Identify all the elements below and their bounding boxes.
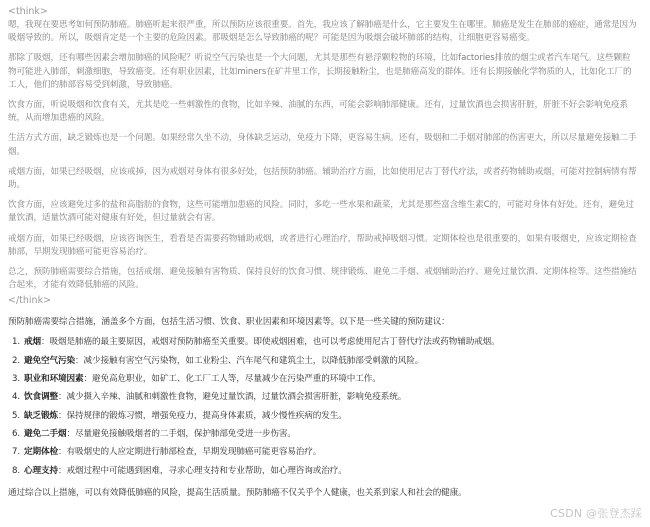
answer-conclusion: 通过综合以上措施，可以有效降低肺癌的风险，提高生活质量。预防肺癌不仅关乎个人健康，也关系到家人和社会的健康。: [8, 487, 467, 498]
item-number: 4.: [12, 392, 20, 403]
advice-item: [8, 428, 638, 441]
think-paragraph: 戒烟方面，如果已经吸烟，应该戒掉，因为戒烟对身体有很多好处，包括预防肺癌。辅助治疗方面，比如使用尼古丁替代疗法，或者药物辅助戒烟，可能对控制病情有帮助。: [8, 166, 637, 191]
think-paragraph: 生活方式方面，缺乏锻炼也是一个问题。如果经常久坐不动，身体缺乏运动，免疫力下降，更容易生病。还有，吸烟和二手烟对肺部的伤害更大，所以尽量避免接触二手烟。: [8, 133, 637, 157]
advice-item: [8, 355, 638, 368]
item-title: 定期体检: [24, 447, 58, 458]
advice-item: [8, 410, 638, 423]
think-close-tag: </think>: [8, 295, 52, 307]
item-number: 3.: [12, 374, 20, 385]
item-text: ：戒烟过程中可能遇到困难，寻求心理支持和专业帮助，如心理咨询或治疗。: [57, 465, 347, 476]
item-number: 8.: [12, 465, 20, 476]
item-text: ：吸烟是肺癌的最主要原因，戒烟对预防肺癌至关重要。即使戒烟困难，也可以考虑使用尼古丁替代疗法或药物辅助戒烟。: [41, 337, 500, 348]
item-text: ：减少摄入辛辣、油腻和刺激性食物，避免过量饮酒，过量饮酒会损害肝脏，影响免疫系统。: [57, 392, 407, 403]
answer-intro: 预防肺癌需要综合措施，涵盖多个方面，包括生活习惯、饮食、职业因素和环境因素等。以下是一些关键的预防建议：: [8, 317, 450, 328]
item-text: ：保持规律的锻炼习惯，增强免疫力，提高身体素质，减少慢性疾病的发生。: [57, 410, 347, 421]
advice-item: [8, 446, 638, 459]
item-title: 职业和环境因素: [24, 374, 84, 385]
item-text: ：减少接触有害空气污染物，如工业粉尘、汽车尾气和建筑尘土，以降低肺部受刺激的风险。: [74, 355, 424, 366]
advice-item: [8, 465, 638, 478]
think-paragraph: 饮食方面，听说吸烟和饮食有关，尤其是吃一些刺激性的食物，比如辛辣、油腻的东西，可能会影响肺部健康。还有，过量饮酒也会损害肝脏，肝脏不好会影响免疫系统，从而增加患癌的风险。: [8, 100, 629, 124]
advice-item: [8, 391, 638, 404]
item-title: 缺乏锻炼: [24, 410, 58, 421]
item-title: 饮食调整: [24, 392, 58, 403]
think-paragraph: 饮食方面，应该避免过多的盐和高脂肪的食物，这些可能增加患癌的风险。同时，多吃一些水果和蔬菜，尤其是那些富含维生素C的，可能对身体有好处。还有，避免过量饮酒，适量饮酒可能对健康有好处，但过量就会有害。: [8, 200, 634, 224]
item-text: ：尽量避免接触吸烟者的二手烟，保护肺部免受进一步伤害。: [66, 428, 296, 439]
think-paragraph: 总之，预防肺癌需要综合措施，包括戒烟、避免接触有害物质、保持良好的饮食习惯、规律锻炼、避免二手烟、戒烟辅助治疗、避免过量饮酒、定期体检等。这些措施结合起来，才能有效降低肺癌的风险。: [8, 267, 637, 291]
item-number: 2.: [12, 355, 20, 366]
advice-item: [8, 373, 638, 386]
item-title: 避免空气污染: [24, 355, 75, 366]
item-number: 6.: [12, 428, 20, 439]
item-number: 7.: [12, 447, 20, 458]
advice-item: [8, 336, 638, 349]
item-title: 戒烟: [24, 337, 41, 348]
advice-list: [8, 336, 638, 477]
answer-section: [8, 316, 638, 499]
item-number: 5.: [12, 410, 20, 421]
chat-response: [8, 5, 638, 500]
item-number: 1.: [12, 337, 20, 348]
item-title: 避免二手烟: [24, 428, 67, 439]
item-title: 心理支持: [24, 465, 58, 476]
think-open-tag: <think>: [8, 6, 48, 17]
think-paragraph: 那除了吸烟，还有哪些因素会增加肺癌的风险呢？听说空气污染也是一个大问题，尤其是那些有悬浮颗粒物的环境，比如factories排放的烟尘或者汽车尾气。这些颗粒物可能进入肺部，刺激细胞，导致癌变。还有职业因素，比如miners在矿井里工作，长期接触粉尘，也是肺癌高发的群体。还有长期接触化学物质的人，比如化工厂的工人，他们的肺部容易受到刺激，导致肺癌。: [8, 53, 632, 90]
think-section: [8, 19, 638, 292]
csdn-watermark: CSDN @张登杰踩: [550, 507, 642, 520]
item-text: ：有吸烟史的人应定期进行肺部检查，早期发现肺癌可能更容易治疗。: [57, 447, 322, 458]
item-text: ：避免高危职业，如矿工、化工厂工人等，尽量减少在污染严重的环境中工作。: [83, 374, 381, 385]
think-paragraph: 嗯，我现在要思考如何预防肺癌。肺癌听起来很严重，所以预防应该很重要。首先，我应该了解肺癌是什么，它主要发生在哪里。肺癌是发生在肺部的癌症，通常是因为吸烟导致的。所以，吸烟肯定是一个主要的危险因素。那吸烟是怎么导致肺癌的呢？可能是因为吸烟会破坏肺部的结构，让细胞更容易癌变。: [8, 20, 637, 44]
think-paragraph: 戒烟方面，如果已经吸烟，应该咨询医生，看看是否需要药物辅助戒烟，或者进行心理治疗，帮助戒掉吸烟习惯。定期体检也是很重要的，如果有吸烟史，应该定期检查肺部，早期发现肺癌可能更容易治疗。: [8, 233, 637, 257]
